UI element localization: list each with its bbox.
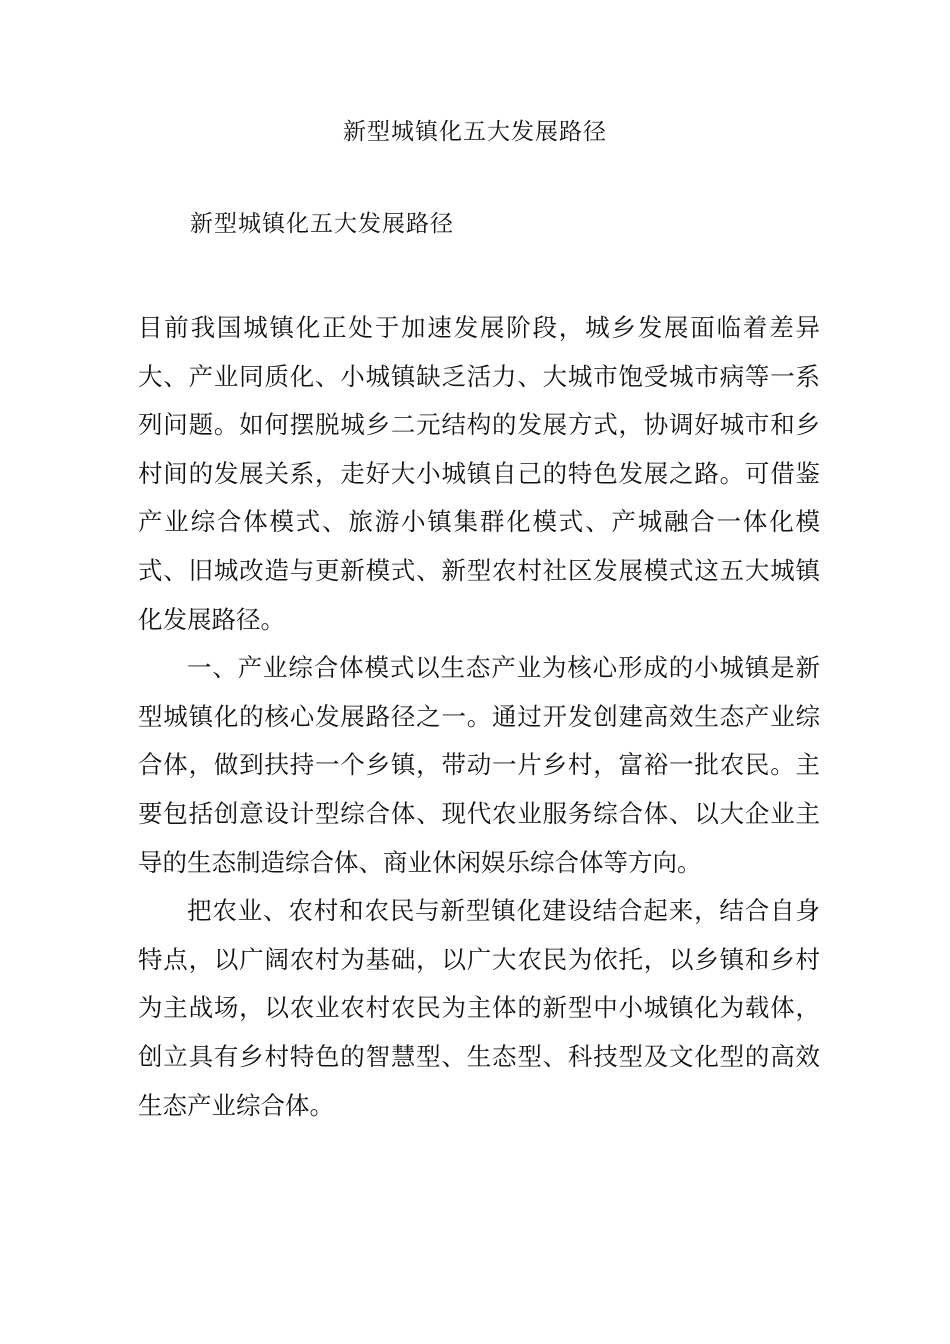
document-subtitle: 新型城镇化五大发展路径 [190,211,454,237]
paragraph-industrial-complex: 一、产业综合体模式以生态产业为核心形成的小城镇是新型城镇化的核心发展路径之一。通过开发创建高效生态产业综合体，做到扶持一个乡镇，带动一片乡村，富裕一批农民。主要包括创意设计型综合体、现代农业服务综合体、以大企业主导的生态制造综合体、商业休闲娱乐综合体等方向。 [138,653,820,877]
paragraph-intro: 目前我国城镇化正处于加速发展阶段，城乡发展面临着差异大、产业同质化、小城镇缺乏活力、大城市饱受城市病等一系列问题。如何摆脱城乡二元结构的发展方式，协调好城市和乡村间的发展关系，走好大小城镇自己的特色发展之路。可借鉴产业综合体模式、旅游小镇集群化模式、产城融合一体化模式、旧城改造与更新模式、新型农村社区发展模式这五大城镇化发展路径。 [138,313,820,634]
paragraph-agriculture-integration: 把农业、农村和农民与新型镇化建设结合起来，结合自身特点，以广阔农村为基础，以广大农民为依托，以乡镇和乡村为主战场，以农业农村农民为主体的新型中小城镇化为载体，创立具有乡村特色的智慧型、生态型、科技型及文化型的高效生态产业综合体。 [138,896,820,1120]
document-title: 新型城镇化五大发展路径 [343,119,607,145]
document-body [138,304,820,1130]
